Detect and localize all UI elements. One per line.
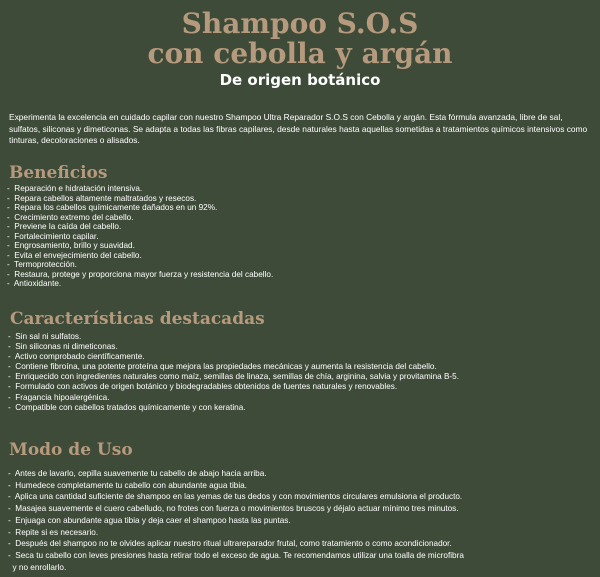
list-item [8,503,464,515]
bullet-dash: - [7,269,15,279]
list-item-text: Enriquecido con ingredientes naturales como maíz, semillas de linaza, semillas de chía, arginina, salvia y provitamina B-5. [15,372,459,382]
bullet-dash: - [8,352,15,362]
bullet-dash: - [7,250,15,260]
list-item [8,468,464,480]
list-item-text: Aplica una cantidad suficiente de shampoo en las yemas de tus dedos y con movimientos circulares emulsiona el producto. [14,492,463,502]
list-item [8,480,464,492]
list-item-text: Crecimiento extremo del cabello. [14,212,134,222]
usage-heading: Modo de Uso [9,440,133,460]
bullet-dash: - [7,212,15,222]
bullet-dash: - [8,372,16,382]
list-item-text: Contiene fibroína, una potente proteína que mejora las propiedades mecánicas y aumenta la resistencia del cabello. [15,362,437,372]
list-item-text: Fortalecimiento capilar. [14,231,99,241]
intro-paragraph: Experimenta la excelencia en cuidado capilar con nuestro Shampoo Ultra Reparador S.O.S con Cebolla y argán. Esta fórmula avanzada, libre de sal, sulfatos, siliconas y dimeticonas. Se adapta a todas las fibras capilares, desde naturales hasta aquellas sometidas a tratamientos químicos intensivos como tinturas, decoloraciones o alisados. [9,112,588,146]
bullet-dash: - [8,550,16,560]
list-item-text: Fragancia hipoalergénica. [15,392,110,402]
list-item [7,232,273,242]
bullet-dash: - [7,260,15,269]
bullet-dash: - [8,362,16,372]
list-item [8,332,459,342]
benefits-list [7,184,273,289]
list-item-text: Evita el envejecimiento del cabello. [14,250,142,260]
list-item [8,515,464,527]
list-item [8,550,464,573]
bullet-dash: - [8,504,16,514]
usage-list [8,468,464,573]
bullet-dash: - [7,241,15,250]
list-item [7,203,273,213]
list-item [7,241,273,251]
list-item-text: Sin sal ni sulfatos. [15,332,82,341]
bullet-dash: - [8,539,16,549]
list-item [8,342,459,352]
list-item-text: Formulado con activos de origen botánico y biodegradables obtenidos de fuentes naturales y renovables. [15,382,398,392]
list-item-text: Engrosamiento, brillo y suavidad. [14,241,135,250]
list-item-text: Seca tu cabello con leves presiones hasta retirar todo el exceso de agua. Te recomendamos utilizar una toalla de microfibra y no enrollarlo. [12,550,464,572]
list-item [7,260,273,270]
list-item [8,393,459,403]
list-item-text: Sin siliconas ni dimeticonas. [15,342,118,352]
bullet-dash: - [8,492,15,502]
list-item [7,279,273,289]
bullet-dash: - [7,222,15,231]
bullet-dash: - [8,469,15,478]
list-item [7,184,273,194]
list-item [8,527,464,539]
list-item-text: Repara los cabellos químicamente dañados en un 92%. [14,203,218,212]
list-item [8,403,459,413]
list-item [7,251,273,261]
title-line-1: Shampoo S.O.S [181,7,419,40]
list-item-text: Humedece completamente tu cabello con abundante agua tibia. [15,480,247,490]
list-item [8,538,464,550]
features-list [8,332,459,413]
list-item-text: Enjuaga con abundante agua tibia y deja caer el shampoo hasta las puntas. [15,515,291,525]
bullet-dash: - [7,193,15,203]
bullet-dash: - [8,392,16,402]
list-item-text: Antioxidante. [13,279,62,288]
list-item-text: Repite si es necesario. [15,527,99,537]
list-item-text: Masajea suavemente el cuero cabelludo, no frotes con fuerza o movimientos bruscos y déjalo actuar mínimo tres minutos. [15,504,459,514]
list-item-text: Termoprotección. [14,260,77,269]
list-item-text: Compatible con cabellos tratados químicamente y con keratina. [15,402,246,412]
bullet-dash: - [8,515,16,525]
bullet-dash: - [7,184,15,193]
bullet-dash: - [8,382,16,392]
bullet-dash: - [8,332,16,341]
list-item [8,352,459,362]
list-item-text: Reparación e hidratación intensiva. [14,184,143,193]
subtitle: De origen botánico [219,71,381,89]
list-item [7,222,273,232]
bullet-dash: - [8,480,16,490]
list-item-text: Antes de lavarlo, cepilla suavemente tu cabello de abajo hacia arriba. [14,469,267,478]
list-item [8,491,464,503]
benefits-heading: Beneficios [9,163,108,183]
bullet-dash: - [7,203,15,212]
list-item [8,372,459,382]
list-item-text: Restaura, protege y proporciona mayor fuerza y resistencia del cabello. [14,269,274,279]
list-item [7,194,273,204]
list-item [8,382,459,392]
list-item-text: Previene la caída del cabello. [14,222,122,231]
list-item-text: Activo comprobado científicamente. [14,352,145,362]
title-line-2: con cebolla y argán [147,37,453,70]
bullet-dash: - [8,527,16,537]
list-item-text: Repara cabellos altamente maltratados y resecos. [14,193,197,203]
list-item [8,362,459,372]
bullet-dash: - [8,402,16,412]
features-heading: Características destacadas [10,309,265,329]
bullet-dash: - [7,279,14,288]
list-item [7,270,273,280]
list-item-text: Después del shampoo no te olvides aplicar nuestro ritual ultrareparador frutal, como tratamiento o como acondicionador. [15,539,452,549]
list-item [7,213,273,223]
bullet-dash: - [8,342,16,352]
bullet-dash: - [7,231,15,241]
